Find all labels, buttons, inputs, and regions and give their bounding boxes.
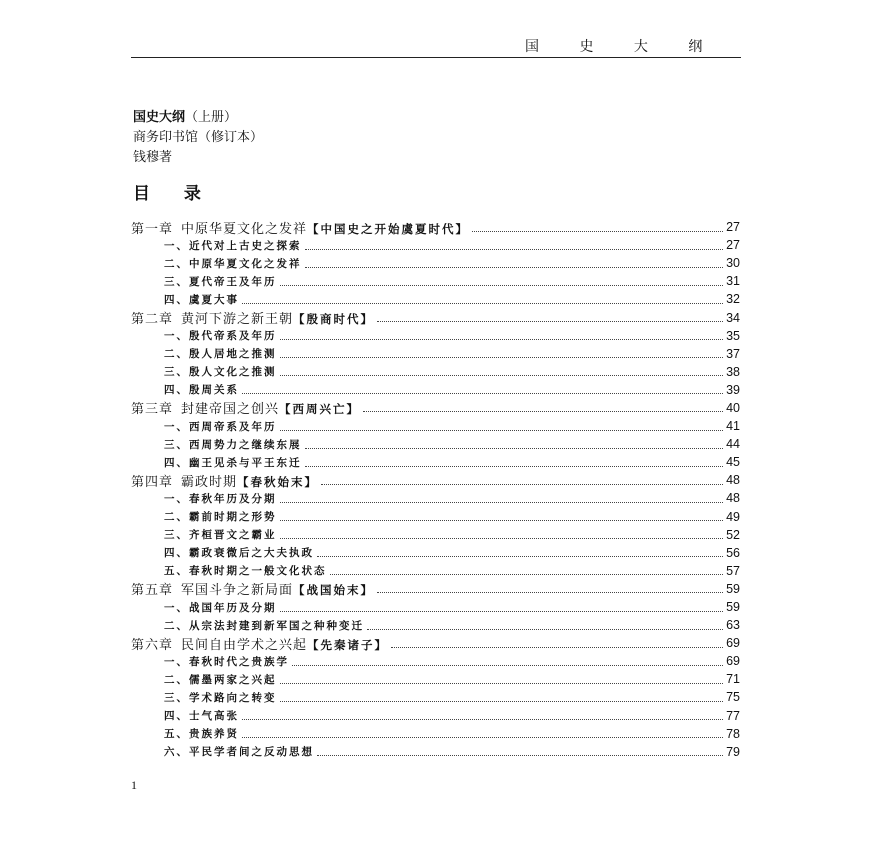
dot-leader	[321, 484, 723, 485]
toc-entry-label	[131, 308, 374, 326]
toc-page-number: 78	[726, 726, 740, 741]
toc-page-number: 69	[726, 654, 740, 669]
dot-leader	[305, 448, 724, 449]
dot-leader	[242, 719, 723, 720]
toc-entry-label: 四、殷周关系	[164, 384, 239, 397]
toc-page-number: 59	[726, 600, 740, 615]
toc-entry-label: 一、西周帝系及年历	[164, 420, 277, 433]
toc-section-entry[interactable]	[131, 616, 740, 634]
toc-section-entry[interactable]	[131, 652, 740, 670]
toc-entry-label: 四、士气高张	[164, 710, 239, 723]
toc-page-number: 31	[726, 274, 740, 289]
toc-section-entry[interactable]	[131, 489, 740, 507]
toc-heading: 目 录	[133, 184, 215, 204]
chapter-title: 黄河下游之新王朝	[181, 312, 294, 327]
toc-page-number: 27	[726, 238, 740, 253]
toc-page-number: 57	[726, 563, 740, 578]
toc-entry-label: 五、贵族养贤	[164, 728, 239, 741]
chapter-title: 民间自由学术之兴起	[181, 637, 308, 653]
toc-page-number: 38	[726, 364, 740, 379]
dot-leader	[280, 502, 724, 503]
toc-page-number: 41	[726, 419, 740, 434]
toc-section-entry[interactable]	[131, 670, 740, 688]
toc-section-entry[interactable]	[131, 562, 740, 580]
toc-entry-label	[131, 399, 360, 417]
dot-leader	[305, 267, 724, 268]
toc-entry-label: 三、殷人文化之推测	[164, 366, 277, 379]
toc-section-entry[interactable]	[131, 345, 740, 363]
chapter-number: 第五章	[131, 583, 174, 598]
running-header-title: 国 史 大 纲	[525, 39, 721, 55]
dot-leader	[292, 665, 723, 666]
dot-leader	[377, 321, 723, 322]
toc-chapter-entry[interactable]	[131, 218, 740, 236]
toc-section-entry[interactable]	[131, 526, 740, 544]
dot-leader	[367, 629, 723, 630]
toc-entry-label: 一、战国年历及分期	[164, 601, 277, 614]
page-number: 1	[131, 778, 137, 792]
book-title-line	[133, 108, 263, 128]
toc-entry-label: 一、近代对上古史之探索	[164, 239, 302, 252]
toc-section-entry[interactable]	[131, 598, 740, 616]
chapter-era: 【殷商时代】	[293, 312, 375, 327]
toc-page-number: 56	[726, 545, 740, 560]
toc-entry-label: 三、齐桓晋文之霸业	[164, 529, 277, 542]
toc-entry-label: 四、幽王见杀与平王东迁	[164, 456, 302, 469]
toc-section-entry[interactable]	[131, 743, 740, 761]
toc-entry-label: 一、春秋时代之贵族学	[164, 655, 289, 668]
toc-section-entry[interactable]	[131, 417, 740, 435]
chapter-era: 【西周兴亡】	[279, 402, 361, 417]
chapter-title: 霸政时期	[181, 474, 238, 490]
book-volume: （上册）	[185, 110, 238, 125]
toc-chapter-entry[interactable]	[131, 471, 740, 489]
chapter-title: 中原华夏文化之发祥	[181, 221, 308, 237]
toc-section-entry[interactable]	[131, 707, 740, 725]
toc-page-number: 30	[726, 256, 740, 271]
toc-section-entry[interactable]	[131, 272, 740, 290]
toc-page-number: 71	[726, 672, 740, 687]
chapter-number: 第一章	[131, 221, 174, 237]
chapter-number: 第二章	[131, 312, 174, 327]
toc-entry-label: 三、夏代帝王及年历	[164, 275, 277, 288]
toc-chapter-entry[interactable]	[131, 308, 740, 326]
table-of-contents	[131, 218, 740, 761]
toc-section-entry[interactable]	[131, 381, 740, 399]
toc-section-entry[interactable]	[131, 453, 740, 471]
toc-page-number: 63	[726, 618, 740, 633]
toc-page-number: 79	[726, 744, 740, 759]
dot-leader	[280, 701, 724, 702]
toc-entry-label	[131, 634, 388, 652]
book-meta	[133, 108, 263, 168]
toc-section-entry[interactable]	[131, 327, 740, 345]
toc-entry-label: 四、霸政衰微后之大夫执政	[164, 547, 314, 560]
dot-leader	[472, 231, 723, 232]
toc-page-number: 75	[726, 690, 740, 705]
chapter-era: 【中国史之开始虞夏时代】	[307, 221, 470, 236]
book-title: 国史大纲	[133, 110, 186, 125]
toc-page-number: 32	[726, 292, 740, 307]
chapter-era: 【春秋始末】	[237, 474, 319, 489]
toc-entry-label: 五、春秋时期之一般文化状态	[164, 565, 327, 578]
toc-entry-label: 二、从宗法封建到新军国之种种变迁	[164, 619, 364, 632]
toc-page-number: 39	[726, 382, 740, 397]
toc-entry-label: 一、春秋年历及分期	[164, 492, 277, 505]
toc-page-number: 77	[726, 708, 740, 723]
dot-leader	[280, 611, 724, 612]
chapter-era: 【先秦诸子】	[307, 637, 389, 652]
toc-entry-label: 二、殷人居地之推测	[164, 348, 277, 361]
toc-page-number: 45	[726, 455, 740, 470]
dot-leader	[305, 249, 724, 250]
toc-page-number: 48	[726, 473, 740, 488]
toc-page-number: 35	[726, 328, 740, 343]
toc-page-number: 34	[726, 310, 740, 325]
toc-section-entry[interactable]	[131, 725, 740, 743]
toc-section-entry[interactable]	[131, 544, 740, 562]
dot-leader	[280, 430, 724, 431]
publisher: 商务印书馆（修订本）	[133, 130, 264, 145]
toc-page-number: 40	[726, 400, 740, 415]
dot-leader	[280, 285, 724, 286]
toc-chapter-entry[interactable]	[131, 399, 740, 417]
dot-leader	[280, 683, 724, 684]
toc-entry-label: 四、虞夏大事	[164, 293, 239, 306]
dot-leader	[317, 755, 723, 756]
dot-leader	[377, 592, 723, 593]
dot-leader	[280, 538, 724, 539]
toc-page-number: 48	[726, 491, 740, 506]
dot-leader	[280, 375, 724, 376]
chapter-number: 第六章	[131, 637, 174, 653]
chapter-number: 第四章	[131, 474, 174, 490]
toc-entry-label	[131, 218, 469, 236]
toc-page-number: 37	[726, 346, 740, 361]
toc-entry-label: 二、中原华夏文化之发祥	[164, 257, 302, 270]
dot-leader	[280, 357, 724, 358]
toc-page-number: 44	[726, 437, 740, 452]
dot-leader	[242, 393, 723, 394]
toc-section-entry[interactable]	[131, 363, 740, 381]
dot-leader	[391, 647, 723, 648]
dot-leader	[280, 339, 724, 340]
toc-entry-label: 三、西周势力之继续东展	[164, 438, 302, 451]
dot-leader	[242, 737, 723, 738]
chapter-title: 军国斗争之新局面	[181, 583, 294, 598]
toc-chapter-entry[interactable]	[131, 634, 740, 652]
toc-entry-label: 六、平民学者间之反动思想	[164, 746, 314, 759]
dot-leader	[242, 303, 723, 304]
toc-section-entry[interactable]	[131, 290, 740, 308]
toc-section-entry[interactable]	[131, 435, 740, 453]
dot-leader	[363, 411, 723, 412]
chapter-era: 【战国始末】	[293, 583, 375, 598]
chapter-title: 封建帝国之创兴	[181, 402, 280, 418]
toc-page-number: 59	[726, 581, 740, 596]
toc-section-entry[interactable]	[131, 254, 740, 272]
toc-section-entry[interactable]	[131, 236, 740, 254]
toc-page-number: 49	[726, 509, 740, 524]
toc-page-number: 69	[726, 636, 740, 651]
dot-leader	[317, 556, 723, 557]
toc-entry-label: 二、霸前时期之形势	[164, 511, 277, 524]
toc-page-number: 52	[726, 527, 740, 542]
dot-leader	[330, 574, 724, 575]
toc-section-entry[interactable]	[131, 688, 740, 706]
header-rule	[131, 57, 741, 58]
chapter-number: 第三章	[131, 402, 174, 418]
dot-leader	[280, 520, 724, 521]
toc-entry-label: 二、儒墨两家之兴起	[164, 673, 277, 686]
toc-chapter-entry[interactable]	[131, 580, 740, 598]
toc-section-entry[interactable]	[131, 508, 740, 526]
toc-entry-label: 三、学术路向之转变	[164, 691, 277, 704]
dot-leader	[305, 466, 724, 467]
toc-entry-label	[131, 580, 374, 598]
author: 钱穆著	[133, 150, 173, 165]
toc-page-number: 27	[726, 220, 740, 235]
toc-entry-label: 一、殷代帝系及年历	[164, 330, 277, 343]
toc-entry-label	[131, 471, 318, 489]
